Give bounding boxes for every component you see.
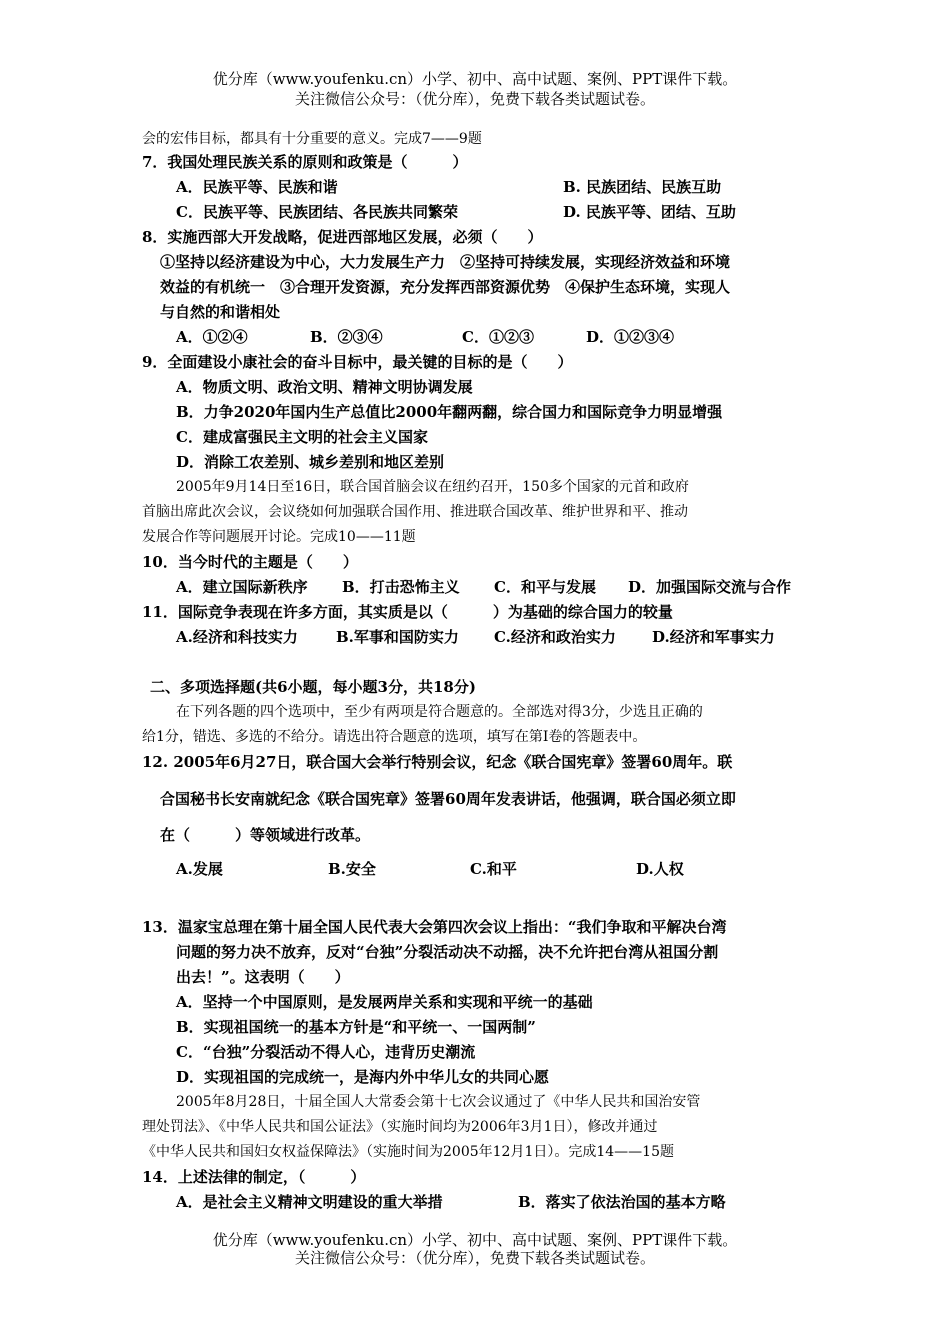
q11-option-d: D.经济和军事实力	[652, 628, 775, 646]
q10-option-a: A．建立国际新秩序	[176, 578, 308, 596]
q10-option-b: B．打击恐怖主义	[342, 578, 460, 596]
section-2-title: 二、多项选择题(共6小题，每小题3分，共18分)	[150, 678, 476, 696]
q11-option-b: B.军事和国防实力	[336, 628, 459, 646]
q13-line-1: 13．温家宝总理在第十届全国人民代表大会第四次会议上指出：“我们争取和平解决台湾	[142, 918, 727, 936]
q13-option-a: A．坚持一个中国原则，是发展两岸关系和实现和平统一的基础	[176, 993, 593, 1011]
q9-stem: 9．全面建设小康社会的奋斗目标中，最关键的目标的是（ ）	[142, 353, 573, 371]
q13-option-b: B．实现祖国统一的基本方针是“和平统一、一国两制”	[176, 1018, 536, 1036]
q9-option-a: A．物质文明、政治文明、精神文明协调发展	[176, 378, 473, 396]
q7-stem: 7．我国处理民族关系的原则和政策是（ ）	[142, 153, 468, 171]
q12-option-c: C.和平	[470, 860, 517, 878]
q7-option-a: A．民族平等、民族和谐	[176, 178, 338, 196]
q11-option-a: A.经济和科技实力	[176, 628, 298, 646]
q7-option-b: B. 民族团结、民族互助	[563, 178, 722, 196]
q8-option-b: B．②③④	[310, 328, 383, 346]
q14-option-b: B．落实了依法治国的基本方略	[518, 1193, 726, 1211]
q10-option-d: D．加强国际交流与合作	[628, 578, 792, 596]
intro-14-15-line-1: 2005年8月28日，十届全国人大常委会第十七次会议通过了《中华人民共和国治安管	[176, 1094, 701, 1110]
q8-statement-line-3: 与自然的和谐相处	[160, 303, 281, 321]
q7-option-c: C．民族平等、民族团结、各民族共同繁荣	[176, 203, 458, 221]
q14-option-a: A．是社会主义精神文明建设的重大举措	[176, 1193, 443, 1211]
q11-stem: 11．国际竞争表现在许多方面，其实质是以（ ）为基础的综合国力的较量	[142, 603, 673, 621]
q12-line-3: 在（ ）等领域进行改革。	[160, 826, 371, 844]
intro-10-11-line-1: 2005年9月14日至16日，联合国首脑会议在纽约召开，150多个国家的元首和政府	[176, 479, 689, 495]
q12-option-b: B.安全	[328, 860, 376, 878]
footer-line-2: 关注微信公众号：（优分库），免费下载各类试题试卷。	[294, 1249, 655, 1267]
q13-line-3: 出去！”。这表明（ ）	[176, 968, 350, 986]
q9-option-d: D．消除工农差别、城乡差别和地区差别	[176, 453, 445, 471]
intro-7-9: 会的宏伟目标，都具有十分重要的意义。完成7——9题	[142, 131, 482, 147]
q8-option-d: D．①②③④	[586, 328, 675, 346]
intro-10-11-line-3: 发展合作等问题展开讨论。完成10——11题	[142, 529, 416, 545]
header-line-1: 优分库（www.youfenku.cn）小学、初中、高中试题、案例、PPT课件下载。	[212, 70, 738, 88]
q8-stem: 8．实施西部大开发战略，促进西部地区发展，必须（ ）	[142, 228, 543, 246]
q10-option-c: C．和平与发展	[494, 578, 596, 596]
q10-stem: 10．当今时代的主题是（ ）	[142, 553, 358, 571]
q7-option-d: D. 民族平等、团结、互助	[563, 203, 736, 221]
q12-line-1: 12. 2005年6月27日，联合国大会举行特别会议，纪念《联合国宪章》签署60周年。联	[142, 753, 733, 771]
q11-option-c: C.经济和政治实力	[494, 628, 616, 646]
q9-option-b: B．力争2020年国内生产总值比2000年翻两翻，综合国力和国际竞争力明显增强	[176, 403, 723, 421]
intro-14-15-line-2: 理处罚法》、《中华人民共和国公证法》（实施时间均为2006年3月1日），修改并通过	[142, 1119, 658, 1135]
q8-statement-line-2: 效益的有机统一 ③合理开发资源，充分发挥西部资源优势 ④保护生态环境，实现人	[160, 278, 731, 296]
section-2-instructions-line-1: 在下列各题的四个选项中，至少有两项是符合题意的。全部选对得3分，少选且正确的	[176, 704, 703, 720]
header-line-2: 关注微信公众号：（优分库），免费下载各类试题试卷。	[294, 90, 655, 108]
q8-option-c: C．①②③	[462, 328, 534, 346]
intro-10-11-line-2: 首脑出席此次会议，会议绕如何加强联合国作用、推进联合国改革、维护世界和平、推动	[142, 504, 688, 520]
q13-option-d: D．实现祖国的完成统一，是海内外中华儿女的共同心愿	[176, 1068, 550, 1086]
q12-line-2: 合国秘书长安南就纪念《联合国宪章》签署60周年发表讲话，他强调，联合国必须立即	[160, 790, 736, 808]
q8-option-a: A．①②④	[176, 328, 248, 346]
section-2-instructions-line-2: 给1分，错选、多选的不给分。请选出符合题意的选项，填写在第Ⅰ卷的答题表中。	[142, 729, 647, 745]
q12-option-a: A.发展	[176, 860, 223, 878]
q12-option-d: D.人权	[636, 860, 684, 878]
q8-statement-line-1: ①坚持以经济建设为中心，大力发展生产力 ②坚持可持续发展，实现经济效益和环境	[160, 253, 731, 271]
q14-stem: 14．上述法律的制定，（ ）	[142, 1168, 366, 1186]
q13-line-2: 问题的努力决不放弃，反对“台独”分裂活动决不动摇，决不允许把台湾从祖国分割	[176, 943, 719, 961]
intro-14-15-line-3: 《中华人民共和国妇女权益保障法》（实施时间为2005年12月1日）。完成14——15题	[142, 1144, 674, 1160]
footer-line-1: 优分库（www.youfenku.cn）小学、初中、高中试题、案例、PPT课件下载。	[212, 1231, 738, 1249]
q13-option-c: C．“台独”分裂活动不得人心，违背历史潮流	[176, 1043, 476, 1061]
q9-option-c: C．建成富强民主文明的社会主义国家	[176, 428, 428, 446]
